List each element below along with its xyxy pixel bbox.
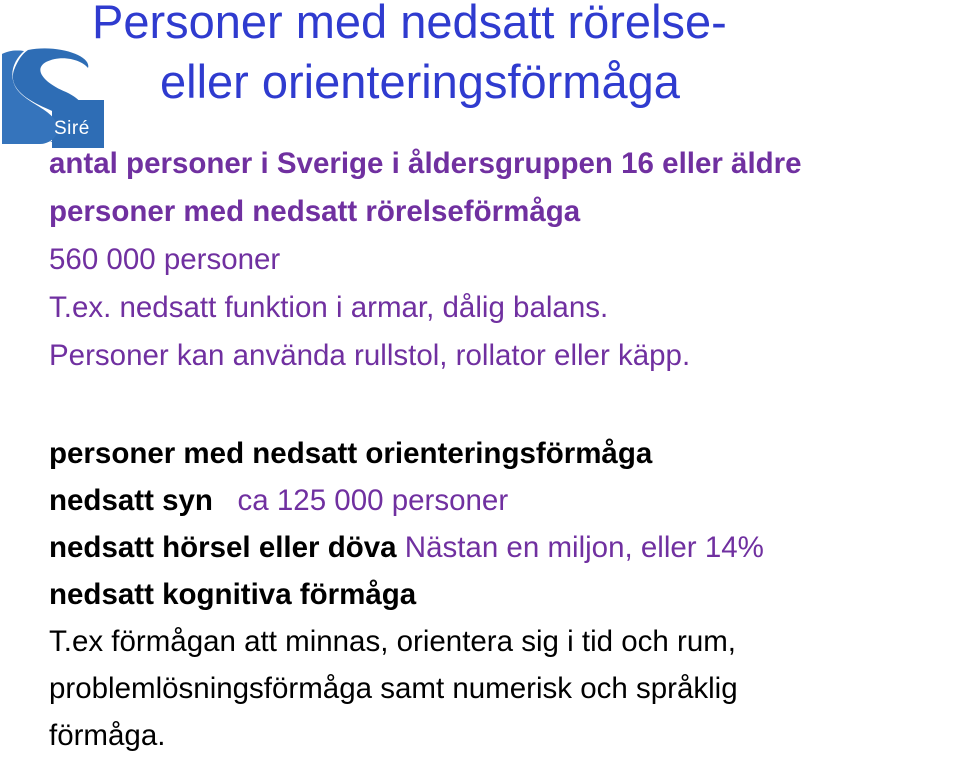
mobility-heading: personer med nedsatt rörelseförmåga (49, 195, 581, 228)
cognitive-example-1: T.ex förmågan att minnas, orientera sig i tid och rum, (49, 625, 736, 658)
vision-row (49, 477, 954, 524)
orientation-heading: personer med nedsatt orienteringsförmåga (49, 437, 653, 470)
cognitive-example-3: förmåga. (49, 719, 166, 752)
orientation-section (49, 430, 954, 759)
mobility-example: T.ex. nedsatt funktion i armar, dålig balans. (49, 291, 609, 324)
title-line-2: eller orienteringsförmåga (160, 55, 680, 108)
title-line-1: Personer med nedsatt rörelse- (92, 0, 727, 48)
population-heading: antal personer i Sverige i åldersgruppen 16 eller äldre (49, 147, 802, 180)
mobility-section (49, 140, 954, 380)
page-title (92, 0, 952, 112)
mobility-count: 560 000 personer (49, 243, 281, 276)
hearing-label: nedsatt hörsel eller döva (49, 531, 397, 564)
logo-text: Siré (54, 118, 90, 139)
cognitive-example-2: problemlösningsförmåga samt numerisk och språklig (49, 672, 738, 705)
cognitive-label: nedsatt kognitiva förmåga (49, 578, 417, 611)
slide-content (49, 140, 954, 759)
hearing-value: Nästan en miljon, eller 14% (404, 531, 764, 564)
vision-value: ca 125 000 personer (237, 484, 509, 517)
mobility-aids: Personer kan använda rullstol, rollator eller käpp. (49, 339, 691, 372)
section-spacer (49, 380, 954, 430)
vision-label: nedsatt syn (49, 484, 213, 517)
hearing-row (49, 524, 954, 571)
